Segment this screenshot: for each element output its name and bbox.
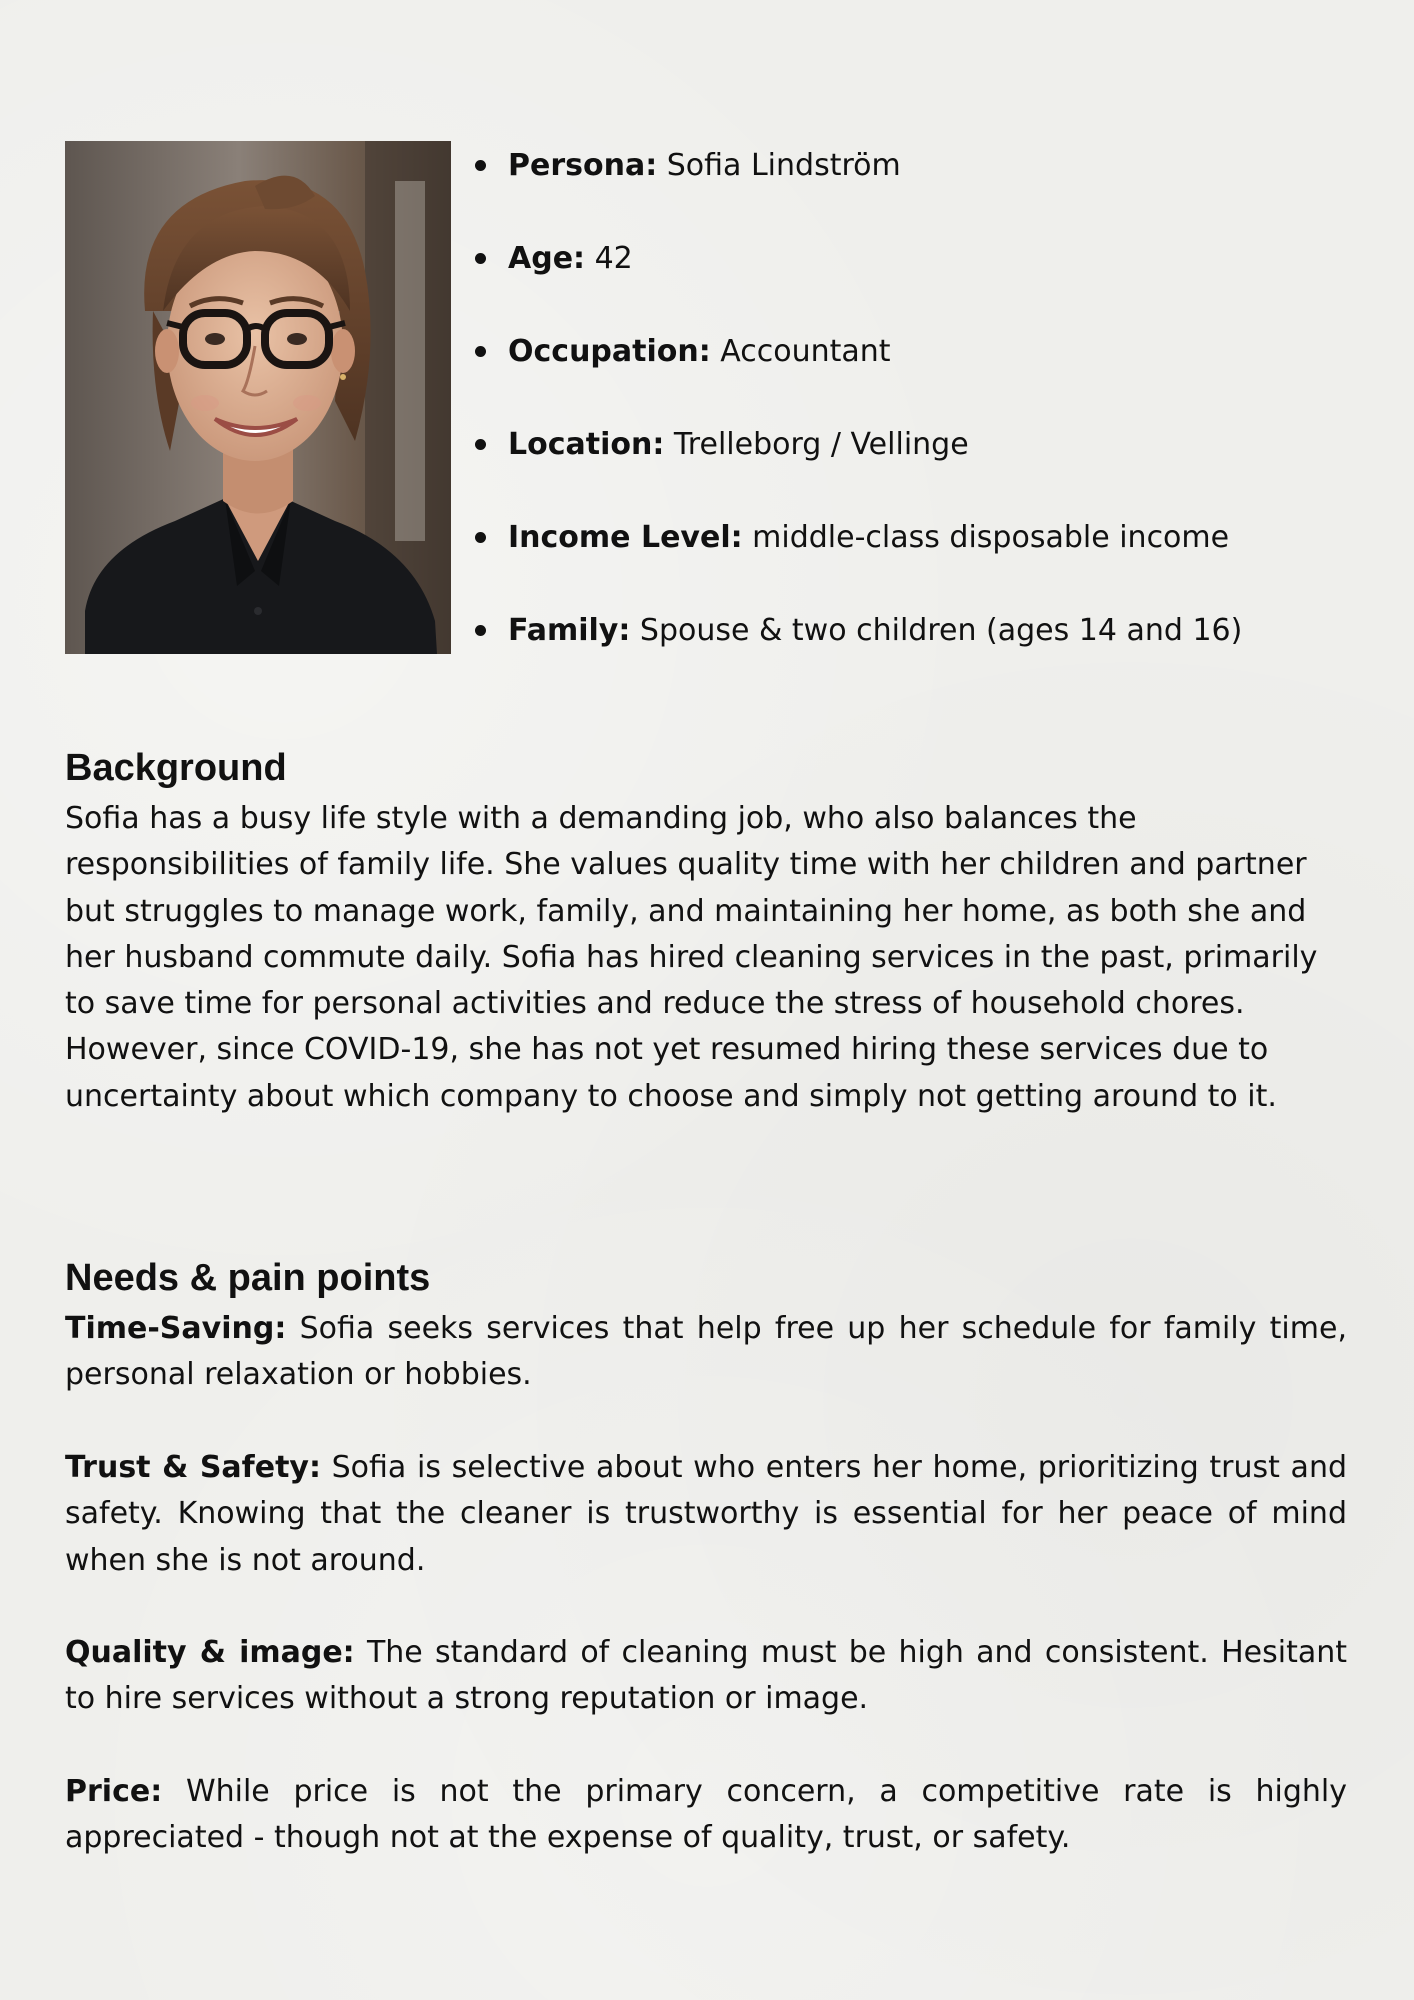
persona-photo <box>65 141 451 654</box>
fact-value: Sofia Lindström <box>666 148 901 183</box>
bullet-icon <box>475 532 486 543</box>
needs-heading: Needs & pain points <box>65 1257 431 1299</box>
need-label: Time-Saving: <box>65 1311 287 1346</box>
fact-age <box>470 233 1370 326</box>
bullet-icon <box>475 625 486 636</box>
bullet-icon <box>475 160 486 171</box>
persona-facts-list <box>470 140 1370 698</box>
need-time-saving <box>65 1306 1347 1399</box>
fact-label: Income Level: <box>508 520 743 555</box>
need-text: Sofia is selective about who enters her home, prioritizing trust and safety. Knowing that the cleaner is trustworthy is essential for her peace of mind when she is not around. <box>65 1450 1347 1578</box>
need-trust-safety <box>65 1445 1347 1584</box>
need-text: While price is not the primary concern, a competitive rate is highly appreciated - though not at the expense of quality, trust, or safety. <box>65 1774 1348 1856</box>
persona-portrait-illustration <box>65 141 451 654</box>
need-label: Quality & image: <box>65 1635 355 1670</box>
fact-occupation <box>470 326 1370 419</box>
fact-label: Location: <box>508 427 665 462</box>
fact-value: Trelleborg / Vellinge <box>673 427 969 462</box>
need-price <box>65 1769 1347 1862</box>
fact-persona <box>470 140 1370 233</box>
fact-value: 42 <box>594 241 633 276</box>
fact-label: Age: <box>508 241 586 276</box>
fact-label: Occupation: <box>508 334 711 369</box>
fact-label: Family: <box>508 613 631 648</box>
fact-label: Persona: <box>508 148 658 183</box>
background-heading: Background <box>65 747 287 789</box>
need-label: Trust & Safety: <box>65 1450 321 1485</box>
fact-value: Spouse & two children (ages 14 and 16) <box>639 613 1243 648</box>
bullet-icon <box>475 253 486 264</box>
fact-value: middle-class disposable income <box>752 520 1230 555</box>
background-paragraph: Sofia has a busy life style with a demanding job, who also balances the responsibilities of family life. She values quality time with her children and partner but struggles to manage work, family, and maintaining her home, as both she and her husband commute daily. Sofia has hired cleaning services in the past, primarily to save time for personal activities and reduce the stress of household chores. However, since COVID-19, she has not yet resumed hiring these services due to uncertainty about which company to choose and simply not getting around to it. <box>65 801 1318 1114</box>
need-label: Price: <box>65 1774 163 1809</box>
bullet-icon <box>475 439 486 450</box>
fact-location <box>470 419 1370 512</box>
need-text: The standard of cleaning must be high and consistent. Hesitant to hire services without a strong reputation or image. <box>65 1635 1347 1717</box>
fact-income-level <box>470 512 1370 605</box>
bullet-icon <box>475 346 486 357</box>
need-text: Sofia seeks services that help free up her schedule for family time, personal relaxation or hobbies. <box>65 1311 1347 1393</box>
fact-value: Accountant <box>720 334 891 369</box>
need-quality-image <box>65 1630 1347 1723</box>
fact-family <box>470 605 1370 698</box>
